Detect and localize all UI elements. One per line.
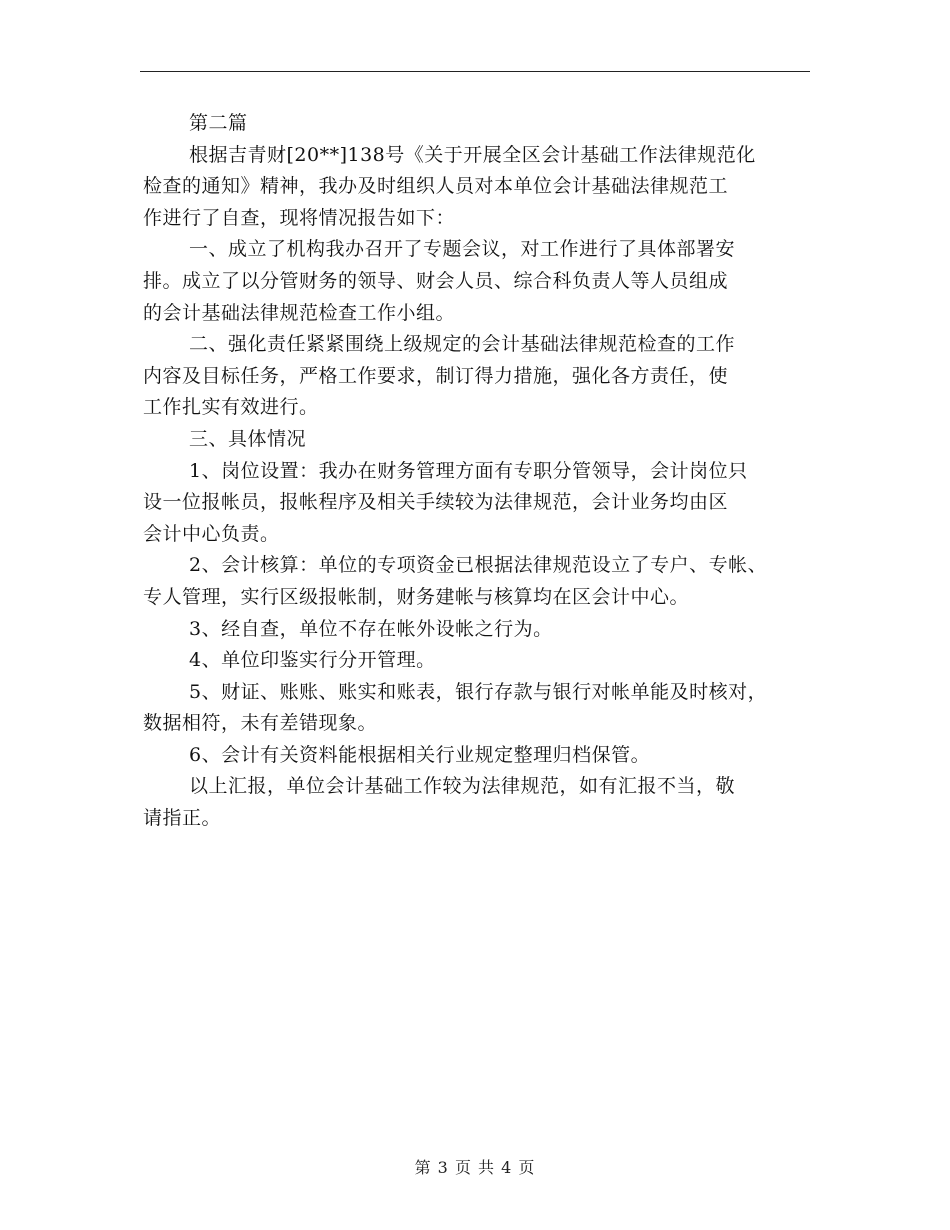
paragraph-line: 的会计基础法律规范检查工作小组。: [143, 301, 456, 324]
paragraph-line: 一、成立了机构我办召开了专题会议，对工作进行了具体部署安: [189, 238, 736, 261]
paragraph-line: 二、强化责任紧紧围绕上级规定的会计基础法律规范检查的工作: [189, 333, 736, 356]
paragraph-line: 设一位报帐员，报帐程序及相关手续较为法律规范，会计业务均由区: [143, 491, 729, 514]
paragraph-line: 数据相符，未有差错现象。: [143, 712, 378, 735]
paragraph-line: 专人管理，实行区级报帐制，财务建帐与核算均在区会计中心。: [143, 585, 690, 608]
paragraph-line: 作进行了自查，现将情况报告如下：: [143, 206, 456, 229]
paragraph-line: 检查的通知》精神，我办及时组织人员对本单位会计基础法律规范工: [143, 175, 729, 198]
paragraph-line: 内容及目标任务，严格工作要求，制订得力措施，强化各方责任，使: [143, 364, 729, 387]
header-rule: [140, 71, 810, 72]
paragraph-line: 请指正。: [143, 807, 222, 830]
paragraph-line: 3、经自查，单位不存在帐外设帐之行为。: [189, 617, 553, 640]
paragraph-line: 2、会计核算：单位的专项资金已根据法律规范设立了专户、专帐、: [189, 554, 768, 577]
paragraph-line: 根据吉青财[20**]138号《关于开展全区会计基础工作法律规范化: [189, 143, 756, 166]
paragraph-line: 1、岗位设置：我办在财务管理方面有专职分管领导，会计岗位只: [189, 459, 748, 482]
document-body: [143, 108, 813, 835]
section-heading: 第二篇: [189, 112, 248, 134]
page-footer: 第 3 页 共 4 页: [414, 1158, 536, 1177]
paragraph-line: 以上汇报，单位会计基础工作较为法律规范，如有汇报不当，敬: [189, 775, 736, 798]
paragraph-line: 会计中心负责。: [143, 522, 280, 545]
paragraph-line: 工作扎实有效进行。: [143, 396, 319, 419]
paragraph-line: 三、具体情况: [189, 427, 307, 450]
paragraph-line: 4、单位印鉴实行分开管理。: [189, 649, 436, 672]
paragraph-line: 5、财证、账账、账实和账表，银行存款与银行对帐单能及时核对，: [189, 680, 768, 703]
paragraph-line: 6、会计有关资料能根据相关行业规定整理归档保管。: [189, 743, 651, 766]
paragraph-line: 排。成立了以分管财务的领导、财会人员、综合科负责人等人员组成: [143, 269, 729, 292]
